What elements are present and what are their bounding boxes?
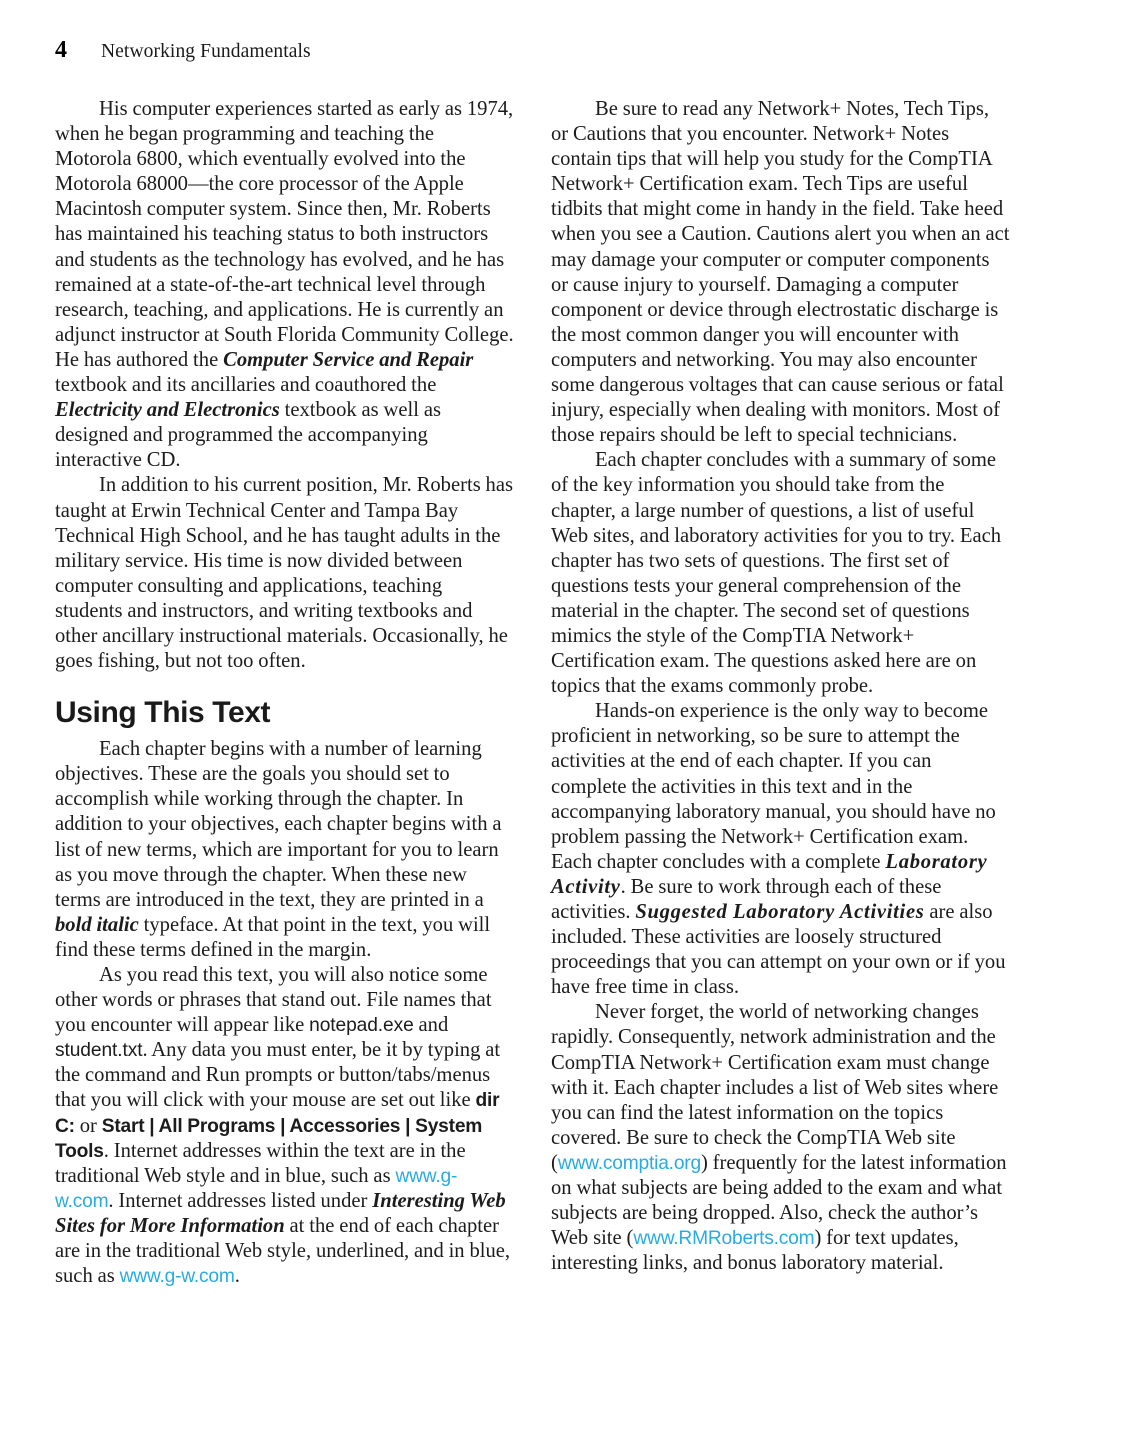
text-run: In addition to his current position, Mr. Roberts has taught at Erwin Technical Center and Tampa Bay Technical High School, and he has taught adults in the military service. His time is now divided between computer consulting and applications, teaching students and instructors, and writing textbooks and other ancillary instructional materials. Occasionally, he goes fishing, but not too often. xyxy=(55,474,514,673)
file-name: notepad.exe xyxy=(309,1015,414,1037)
text-run: . Any data you must enter, be it by typing at the command and Run prompts or button/tabs/menus that you will click with your mouse are set out like xyxy=(55,1039,501,1112)
paragraph-use-1 xyxy=(55,737,514,963)
text-run: His computer experiences started as early as 1974, when he began programming and teaching the Motorola 6800, which eventually evolved into the Motorola 68000—the core processor of the Apple Macintosh computer system. Since then, Mr. Roberts has maintained his teaching status to both instructors and students as the technology has evolved, and he has remained at a state-of-the-art technical level through research, teaching, and applications. He is currently an adjunct instructor at South Florida Community College. He has authored the xyxy=(55,98,514,371)
paragraph-notes-4 xyxy=(551,1000,1010,1276)
paragraph-notes-1 xyxy=(551,97,1010,448)
text-run: ) frequently for the latest information on what subjects are being added to the exam and what subjects are being dropped. Also, check the author’s Web site ( xyxy=(551,1151,1007,1250)
running-head xyxy=(55,38,311,62)
page-number: 4 xyxy=(55,37,67,63)
emphasis-term: Suggested Laboratory Activities xyxy=(635,901,925,923)
emphasis-term: Laboratory Activity xyxy=(551,850,988,898)
left-column-paragraphs-before-heading xyxy=(55,97,514,674)
section-heading-using-this-text: Using This Text xyxy=(55,696,271,730)
text-run: . xyxy=(234,1265,240,1288)
file-name: student.txt xyxy=(55,1040,143,1062)
ui-command: Start | All Programs | Accessories | System Tools xyxy=(55,1115,483,1162)
web-link[interactable]: www.comptia.org xyxy=(557,1152,701,1174)
ui-command: dir C: xyxy=(55,1090,500,1137)
text-run: are also included. These activities are loosely structured proceedings that you can attempt on your own or if you have free time in class. xyxy=(551,901,1006,999)
paragraph-use-2 xyxy=(55,963,514,1289)
two-column-body xyxy=(55,97,1010,1289)
web-link[interactable]: www.g-w.com xyxy=(55,1165,458,1212)
emphasis-term: Electricity and Electronics xyxy=(55,399,280,422)
text-run: and xyxy=(413,1014,449,1037)
text-run: As you read this text, you will also notice some other words or phrases that stand out. File names that you encounter will appear like xyxy=(55,964,492,1037)
text-run: Never forget, the world of networking changes rapidly. Consequently, network administration and the CompTIA Network+ Certification exam must change with it. Each chapter includes a list of Web sites where you can find the latest information on the topics covered. Be sure to check the CompTIA Web site ( xyxy=(551,1001,999,1174)
text-run: Each chapter begins with a number of learning objectives. These are the goals you should set to accomplish while working through the chapter. In addition to your objectives, each chapter begins with a list of new terms, which are important for you to learn as you move through the chapter. When these new terms are introduced in the text, they are printed in a xyxy=(55,738,502,911)
text-run: Be sure to read any Network+ Notes, Tech Tips, or Cautions that you encounter. Network+ Notes contain tips that will help you study for the CompTIA Network+ Certification exam. Tech Tips are useful tidbits that might come in handy in the field. Take heed when you see a Caution. Cautions alert you when an act may damage your computer or computer components or cause injury to yourself. Damaging a computer component or device through electrostatic discharge is the most common danger you will encounter with computers and networking. You may also encounter some dangerous voltages that can cause serious or fatal injury, especially when dealing with monitors. Most of those repairs should be left to special technicians. xyxy=(551,98,1010,447)
text-run: or xyxy=(74,1114,102,1137)
text-run: . Internet addresses listed under xyxy=(108,1189,373,1212)
text-run: textbook as well as designed and programmed the accompanying interactive CD. xyxy=(55,399,441,472)
paragraph-notes-3 xyxy=(551,699,1010,1000)
text-run: Each chapter concludes with a summary of some of the key information you should take from the chapter, a large number of questions, a list of useful Web sites, and laboratory activities for you to try. Each chapter has two sets of questions. The first set of questions tests your general comprehension of the material in the chapter. The second set of questions mimics the style of the CompTIA Network+ Certification exam. The questions asked here are on topics that the exams commonly probe. xyxy=(551,449,1002,698)
left-column-paragraphs-after-heading xyxy=(55,737,514,1289)
paragraph-bio-2 xyxy=(55,473,514,674)
running-title: Networking Fundamentals xyxy=(101,41,311,62)
text-run: . Be sure to work through each of these activities. xyxy=(551,875,942,923)
paragraph-notes-2 xyxy=(551,448,1010,699)
text-run: typeface. At that point in the text, you will find these terms defined in the margin. xyxy=(55,913,491,961)
right-column xyxy=(551,97,1010,1289)
text-run: ) for text updates, interesting links, and bonus laboratory material. xyxy=(551,1227,959,1275)
emphasis-term: Computer Service and Repair xyxy=(223,348,474,371)
text-run: . Internet addresses within the text are in the traditional Web style and in blue, such as xyxy=(55,1139,466,1187)
web-link[interactable]: www.RMRoberts.com xyxy=(633,1228,815,1250)
left-column xyxy=(55,97,514,1289)
text-run: Hands-on experience is the only way to become proficient in networking, so be sure to attempt the activities at the end of each chapter. If you can complete the activities in this text and in the accompanying laboratory manual, you should have no problem passing the Network+ Certification exam. Each chapter concludes with a complete xyxy=(551,700,996,873)
web-link[interactable]: www.g-w.com xyxy=(119,1266,235,1288)
paragraph-bio-1 xyxy=(55,97,514,473)
right-column-paragraphs xyxy=(551,97,1010,1276)
text-run: textbook and its ancillaries and coauthored the xyxy=(55,374,437,397)
emphasis-term: Interesting Web Sites for More Information xyxy=(55,1189,506,1237)
emphasis-term: bold italic xyxy=(55,913,139,936)
text-run: at the end of each chapter are in the traditional Web style, underlined, and in blue, such as xyxy=(55,1214,511,1288)
